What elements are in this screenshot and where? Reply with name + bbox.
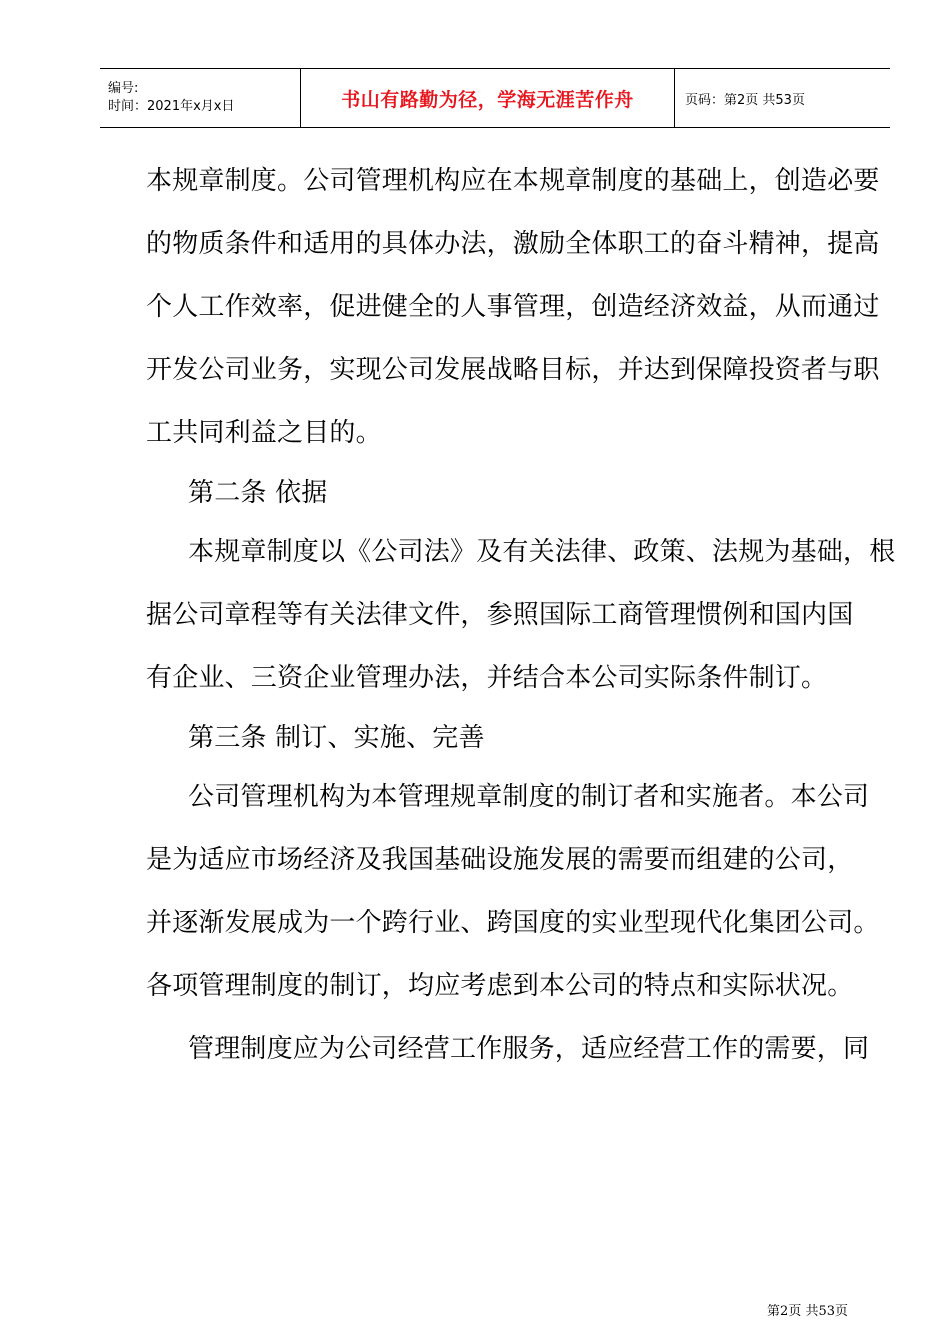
- paragraph-line: 工共同利益之目的。: [146, 418, 382, 448]
- paragraph-line: 据公司章程等有关法律文件，参照国际工商管理惯例和国内国: [146, 600, 854, 630]
- paragraph-line: 并逐渐发展成为一个跨行业、跨国度的实业型现代化集团公司。: [146, 908, 880, 938]
- paragraph-line: 各项管理制度的制订，均应考虑到本公司的特点和实际状况。: [146, 971, 854, 1001]
- header-page-label: 页码：第2页 共53页: [685, 92, 805, 108]
- document-number-label: 编号:: [108, 81, 139, 96]
- header-meta: [100, 69, 301, 127]
- paragraph-line: 个人工作效率，促进健全的人事管理，创造经济效益，从而通过: [146, 292, 880, 322]
- paragraph-line: 本规章制度。公司管理机构应在本规章制度的基础上，创造必要: [146, 166, 880, 196]
- section-heading: 第三条 制订、实施、完善: [188, 723, 485, 753]
- header-motto: [301, 69, 675, 127]
- paragraph-line: 是为适应市场经济及我国基础设施发展的需要而组建的公司，: [146, 845, 854, 875]
- paragraph-line: 有企业、三资企业管理办法，并结合本公司实际条件制订。: [146, 663, 828, 693]
- paragraph-line: 公司管理机构为本管理规章制度的制订者和实施者。本公司: [188, 782, 870, 812]
- page-footer: 第2页 共53页: [767, 1304, 848, 1319]
- page-header: [100, 68, 890, 128]
- section-heading: 第二条 依据: [188, 478, 328, 508]
- paragraph-line: 开发公司业务，实现公司发展战略目标，并达到保障投资者与职: [146, 355, 880, 385]
- document-body: [146, 150, 896, 1081]
- paragraph-line: 本规章制度以《公司法》及有关法律、政策、法规为基础，根: [188, 537, 896, 567]
- document-date: 时间：2021年x月x日: [108, 99, 235, 114]
- header-page-number: [675, 69, 890, 127]
- motto-text: 书山有路勤为径，学海无涯苦作舟: [341, 88, 634, 111]
- paragraph-line: 的物质条件和适用的具体办法，激励全体职工的奋斗精神，提高: [146, 229, 880, 259]
- paragraph-line: 管理制度应为公司经营工作服务，适应经营工作的需要，同: [188, 1034, 870, 1064]
